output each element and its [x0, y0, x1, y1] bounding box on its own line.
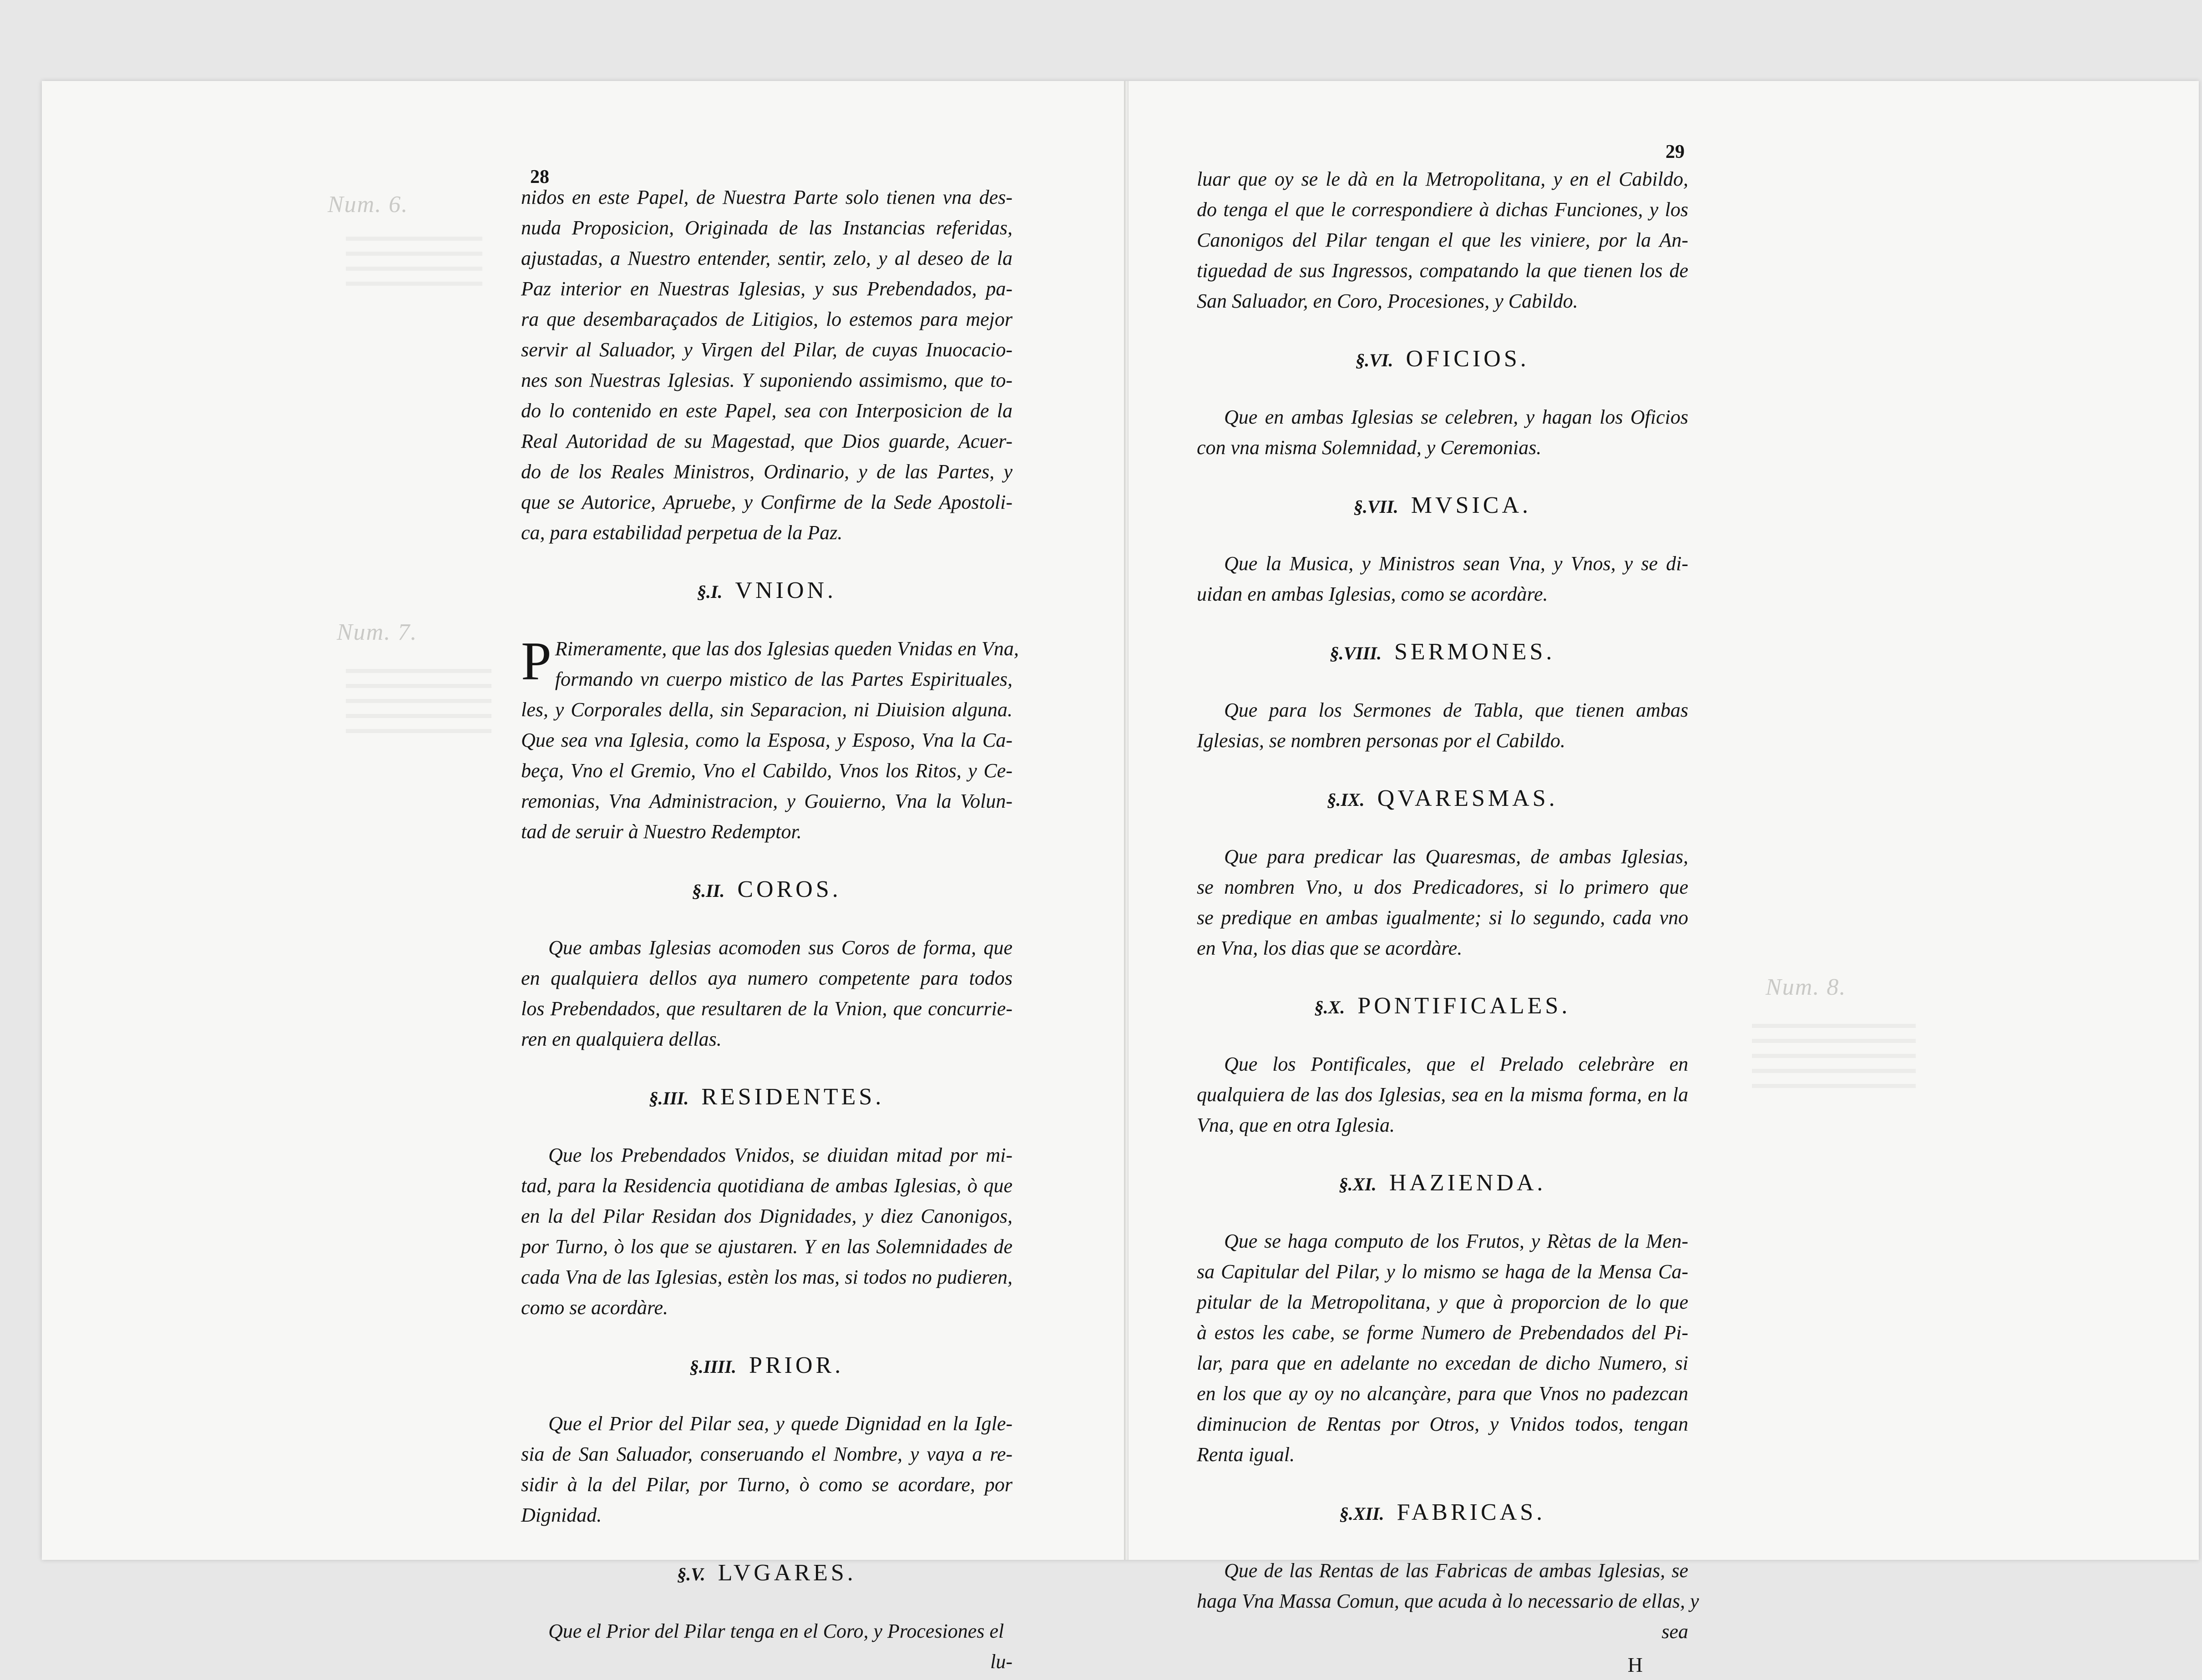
text-line: los Prebendados, que resultaren de la Vnion, que concurrie-: [521, 997, 1012, 1020]
text-line: tad de seruir à Nuestro Redemptor.: [521, 820, 802, 843]
section-heading: [1197, 344, 1688, 375]
text-line: do lo contenido en este Papel, sea con Interposicion de la: [521, 400, 1012, 422]
right-sections: [1197, 344, 1699, 1680]
text-line: Que sea vna Iglesia, como la Esposa, y Esposo, Vna la Ca-: [521, 729, 1012, 751]
section: [1197, 1168, 1688, 1470]
text-line: Que el Prior del Pilar tenga en el Coro, y Procesiones el: [548, 1620, 1004, 1642]
text-line: Que para los Sermones de Tabla, que tienen ambas: [1224, 699, 1688, 721]
text-line: Que la Musica, y Ministros sean Vna, y Vnos, y se di-: [1224, 552, 1688, 575]
text-line: cada Vna de las Iglesias, estèn los mas, si todos no pudieren,: [521, 1266, 1012, 1288]
section: [1197, 637, 1688, 756]
text-line: les, y Corporales della, sin Separacion, ni Diuision alguna.: [521, 698, 1012, 721]
section-paragraph: [1197, 548, 1688, 609]
signature-mark: H: [1627, 1653, 1643, 1676]
text-line: nuda Proposicion, Originada de las Instancias referidas,: [521, 217, 1012, 239]
right-opening-paragraph: [1197, 164, 1688, 316]
section-heading: [1197, 783, 1688, 815]
section-heading: [1197, 490, 1688, 522]
section-number: §.V.: [677, 1564, 705, 1584]
text-line: se nombren Vno, u dos Predicadores, si lo primero que: [1197, 876, 1688, 898]
left-sections: [521, 575, 1019, 1677]
text-line: Iglesias, se nombren personas por el Cabildo.: [1197, 729, 1565, 752]
section-title: FABRICAS.: [1397, 1499, 1546, 1525]
text-line: se predique en ambas igualmente; si lo segundo, cada vno: [1197, 906, 1688, 929]
section: [1197, 783, 1688, 963]
section: [521, 1350, 1012, 1530]
section-paragraph: [521, 1140, 1012, 1323]
section-title: MVSICA.: [1411, 492, 1532, 518]
section-heading: [521, 874, 1012, 906]
text-line: Que los Pontificales, que el Prelado celebràre en: [1224, 1053, 1688, 1075]
text-line: lar, para que en adelante no excedan de dicho Numero, si: [1197, 1352, 1688, 1374]
section-title: OFICIOS.: [1406, 346, 1529, 372]
section-number: §.VI.: [1356, 350, 1393, 370]
text-line: tad, para la Residencia quotidiana de ambas Iglesias, ò que: [521, 1174, 1012, 1197]
catchword: lu-: [990, 1650, 1012, 1673]
bleed-through-right-heading: Num. 8.: [1766, 974, 1847, 1000]
section-number: §.I.: [697, 582, 723, 602]
section-number: §.IX.: [1327, 789, 1365, 810]
text-line: con vna misma Solemnidad, y Ceremonias.: [1197, 436, 1542, 459]
text-line: nidos en este Papel, de Nuestra Parte solo tienen vna des-: [521, 186, 1012, 208]
drop-cap: P: [521, 631, 552, 691]
text-line: que se Autorice, Apruebe, y Confirme de la Sede Apostoli-: [521, 491, 1012, 513]
section-title: PONTIFICALES.: [1357, 993, 1571, 1019]
section-title: COROS.: [737, 876, 841, 902]
text-line: Que el Prior del Pilar sea, y quede Dignidad en la Igle-: [548, 1412, 1012, 1435]
section-paragraph: [1197, 695, 1688, 756]
section: [521, 1558, 1012, 1677]
text-line: à estos les cabe, se forme Numero de Prebendados del Pi-: [1197, 1321, 1688, 1344]
section-heading: [1197, 1497, 1688, 1529]
section-paragraph: [1197, 1049, 1688, 1140]
section: [1197, 991, 1688, 1140]
text-line: sa Capitular del Pilar, y lo mismo se haga de la Mensa Ca-: [1197, 1260, 1688, 1283]
text-line: nes son Nuestras Iglesias. Y suponiendo assimismo, que to-: [521, 369, 1012, 391]
text-line: pitular de la Metropolitana, y que à proporcion de lo que: [1197, 1291, 1688, 1313]
text-line: haga Vna Massa Comun, que acuda à lo necessario de ellas, y: [1197, 1590, 1699, 1612]
text-line: ca, para estabilidad perpetua de la Paz.: [521, 521, 843, 544]
text-line: remonias, Vna Administracion, y Gouierno, Vna la Volun-: [521, 790, 1012, 812]
section-number: §.II.: [692, 880, 725, 901]
bleed-through-left-lines: [346, 237, 482, 297]
bleed-through-left-heading-2: Num. 7.: [337, 619, 418, 645]
text-line: Que los Prebendados Vnidos, se diuidan mitad por mi-: [548, 1144, 1012, 1166]
bleed-through-left-lines-2: [346, 669, 491, 744]
section-paragraph: [521, 1616, 1012, 1646]
text-line: luar que oy se le dà en la Metropolitana, y en el Cabildo,: [1197, 168, 1688, 190]
section-paragraph: [1197, 1555, 1699, 1616]
section-title: HAZIENDA.: [1389, 1170, 1546, 1196]
text-line: sidir à la del Pilar, por Turno, ò como se acordare, por: [521, 1473, 1012, 1496]
section-number: §.XI.: [1339, 1174, 1377, 1194]
book-gutter: [1124, 81, 1129, 1560]
text-line: uidan en ambas Iglesias, como se acordàre.: [1197, 583, 1548, 605]
section-paragraph: [521, 631, 1019, 847]
section-number: §.VII.: [1353, 496, 1398, 517]
bleed-through-right-lines: [1752, 1024, 1916, 1099]
text-line: en la del Pilar Residan dos Dignidades, y diez Canonigos,: [521, 1205, 1012, 1227]
section-heading: [521, 575, 1012, 607]
section-paragraph: [1197, 841, 1688, 963]
text-line: Canonigos del Pilar tengan el que les viniere, por la An-: [1197, 229, 1688, 251]
section-heading: [1197, 637, 1688, 668]
text-line: Que de las Rentas de las Fabricas de ambas Iglesias, se: [1224, 1559, 1688, 1582]
right-page-number: 29: [1665, 142, 1685, 162]
section: [1197, 344, 1688, 463]
text-line: en Vna, los dias que se acordàre.: [1197, 937, 1463, 959]
text-line: Que para predicar las Quaresmas, de ambas Iglesias,: [1224, 845, 1688, 868]
left-page-number: 28: [530, 167, 549, 187]
section: [521, 575, 1019, 847]
section-number: §.IIII.: [689, 1356, 737, 1377]
section-heading: [521, 1082, 1012, 1113]
catchword: sea: [1661, 1620, 1688, 1643]
text-line: Rimeramente, que las dos Iglesias queden Vnidas en Vna,: [555, 638, 1019, 660]
text-line: Que en ambas Iglesias se celebren, y hagan los Oficios: [1224, 406, 1688, 428]
text-line: Paz interior en Nuestras Iglesias, y sus Prebendados, pa-: [521, 278, 1012, 300]
text-line: do tenga el que le correspondiere à dichas Funciones, y los: [1197, 198, 1688, 221]
text-line: San Saluador, en Coro, Procesiones, y Cabildo.: [1197, 290, 1578, 312]
text-line: Dignidad.: [521, 1504, 602, 1526]
section: [521, 874, 1012, 1054]
text-line: como se acordàre.: [521, 1296, 668, 1319]
section-paragraph: [1197, 402, 1688, 463]
text-line: beça, Vno el Gremio, Vno el Cabildo, Vnos los Ritos, y Ce-: [521, 759, 1012, 782]
text-line: ajustadas, a Nuestro entender, sentir, zelo, y al deseo de la: [521, 247, 1012, 269]
text-line: ra que desembaraçados de Litigios, lo estemos para mejor: [521, 308, 1012, 330]
text-line: sia de San Saluador, conseruando el Nombre, y vaya a re-: [521, 1443, 1012, 1465]
text-line: do de los Reales Ministros, Ordinario, y de las Partes, y: [521, 460, 1012, 483]
text-line: qualquiera de las dos Iglesias, sea en la misma forma, en la: [1197, 1083, 1688, 1106]
section-paragraph: [1197, 1226, 1688, 1470]
section-title: RESIDENTES.: [701, 1084, 885, 1110]
section-number: §.III.: [649, 1088, 689, 1108]
section-heading: [521, 1558, 1012, 1589]
text-line: tiguedad de sus Ingressos, compatando la que tienen los de: [1197, 259, 1688, 282]
section-number: §.XII.: [1339, 1503, 1384, 1524]
text-line: Real Autoridad de su Magestad, que Dios guarde, Acuer-: [521, 430, 1012, 452]
section-number: §.VIII.: [1330, 643, 1382, 663]
text-line: por Turno, ò los que se ajustaren. Y en las Solemnidades de: [521, 1235, 1012, 1258]
left-opening-paragraph: [521, 182, 1012, 548]
section-paragraph: [521, 1408, 1012, 1530]
section-heading: [1197, 1168, 1688, 1199]
section-number: §.X.: [1314, 997, 1345, 1017]
bleed-through-left-heading: Num. 6.: [328, 192, 409, 218]
section-heading: [1197, 991, 1688, 1022]
text-line: en los que ay oy no alcançàre, para que Vnos no padezcan: [1197, 1382, 1688, 1405]
left-page: [521, 182, 1019, 1677]
section-title: SERMONES.: [1394, 639, 1555, 665]
section-title: LVGARES.: [718, 1560, 856, 1586]
text-line: Que ambas Iglesias acomoden sus Coros de forma, que: [548, 936, 1012, 959]
text-line: Vna, que en otra Iglesia.: [1197, 1114, 1395, 1136]
section: [1197, 1497, 1699, 1680]
section-title: PRIOR.: [749, 1352, 844, 1378]
text-line: diminucion de Rentas por Otros, y Vnidos todos, tengan: [1197, 1413, 1688, 1435]
section: [1197, 490, 1688, 609]
text-line: Renta igual.: [1197, 1443, 1295, 1466]
text-line: en qualquiera dellos aya numero competente para todos: [521, 967, 1012, 989]
book-spread: [42, 81, 2199, 1560]
text-line: ren en qualquiera dellas.: [521, 1028, 722, 1050]
text-line: Que se haga computo de los Frutos, y Rètas de la Men-: [1224, 1230, 1688, 1252]
section-paragraph: [521, 932, 1012, 1054]
section-title: VNION.: [735, 577, 837, 603]
section: [521, 1082, 1012, 1323]
text-line: formando vn cuerpo mistico de las Partes Espirituales,: [555, 668, 1012, 690]
text-line: servir al Saluador, y Virgen del Pilar, de cuyas Inuocacio-: [521, 339, 1012, 361]
right-page: [1197, 164, 1699, 1680]
section-title: QVARESMAS.: [1377, 785, 1558, 811]
section-heading: [521, 1350, 1012, 1382]
